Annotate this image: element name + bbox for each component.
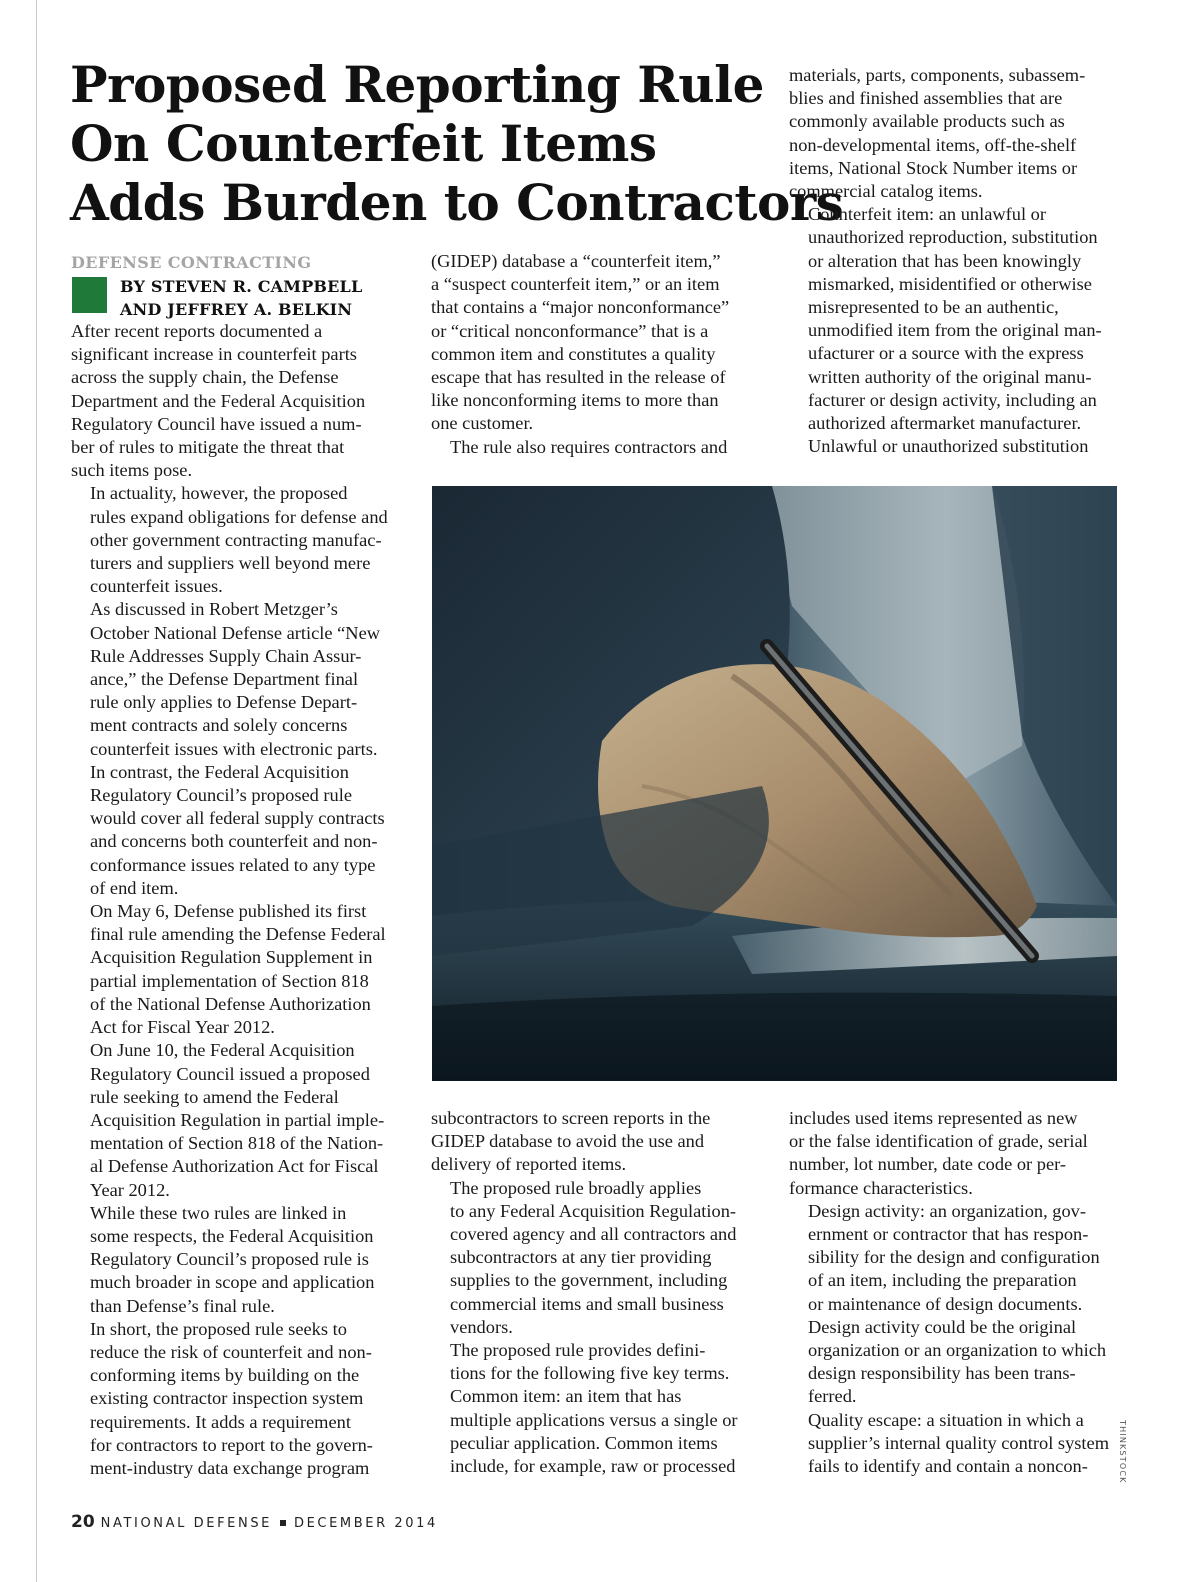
text-line: of an item, including the preparation [808, 1270, 1077, 1291]
article-title [70, 55, 844, 232]
body-column-1 [71, 320, 406, 1480]
page-number: 20 [71, 1512, 95, 1532]
text-line: The proposed rule provides defini- [450, 1340, 706, 1361]
text-line: Common item: an item that has [450, 1386, 682, 1407]
text-line: rule seeking to amend the Federal [90, 1086, 339, 1107]
text-line: Rule Addresses Supply Chain Assur- [90, 645, 362, 666]
text-line: multiple applications versus a single or [450, 1409, 738, 1430]
text-line: mentation of Section 818 of the Nation- [90, 1133, 384, 1154]
body-paragraph [431, 1339, 766, 1385]
text-line: unmodified item from the original man- [808, 320, 1102, 341]
text-line: rules expand obligations for defense and [90, 506, 388, 527]
text-line: Quality escape: a situation in which a [808, 1409, 1084, 1430]
text-line: some respects, the Federal Acquisition [90, 1225, 374, 1246]
text-line: ance,” the Defense Department final [90, 669, 359, 690]
article-photo [432, 486, 1117, 1081]
text-line: that contains a “major nonconformance” [431, 297, 730, 318]
text-line: formance characteristics. [789, 1177, 973, 1198]
body-paragraph [431, 1177, 766, 1339]
text-line: supplier’s internal quality control system [808, 1432, 1110, 1453]
text-line: blies and finished assemblies that are [789, 88, 1063, 109]
text-line: vendors. [450, 1316, 513, 1337]
title-line: Proposed Reporting Rule [70, 55, 764, 114]
body-paragraph [431, 436, 766, 459]
text-line: like nonconforming items to more than [431, 390, 719, 411]
text-line: al Defense Authorization Act for Fiscal [90, 1156, 379, 1177]
text-line: subcontractors at any tier providing [450, 1247, 712, 1268]
text-line: much broader in scope and application [90, 1272, 375, 1293]
text-line: sibility for the design and configuration [808, 1247, 1100, 1268]
text-line: design responsibility has been trans- [808, 1363, 1076, 1384]
text-line: authorized aftermarket manufacturer. [808, 413, 1082, 434]
text-line: ment contracts and solely concerns [90, 715, 348, 736]
text-line: organization or an organization to which [808, 1340, 1107, 1361]
text-line: Department and the Federal Acquisition [71, 390, 366, 411]
title-line: Adds Burden to Contractors [70, 173, 844, 232]
text-line: Regulatory Council issued a proposed [90, 1063, 370, 1084]
text-line: On June 10, the Federal Acquisition [90, 1040, 355, 1061]
text-line: rule only applies to Defense Depart- [90, 692, 358, 713]
text-line: reduce the risk of counterfeit and non- [90, 1341, 372, 1362]
text-line: Unlawful or unauthorized substitution [808, 436, 1089, 457]
text-line: common item and constitutes a quality [431, 343, 716, 364]
body-paragraph [71, 482, 406, 598]
text-line: include, for example, raw or processed [450, 1456, 736, 1477]
body-paragraph [71, 598, 406, 760]
text-line: peculiar application. Common items [450, 1432, 718, 1453]
text-line: one customer. [431, 413, 534, 434]
body-paragraph [71, 761, 406, 900]
text-line: such items pose. [71, 460, 193, 481]
page-edge-rule [36, 0, 37, 1582]
text-line: items, National Stock Number items or [789, 157, 1078, 178]
text-line: commercial catalog items. [789, 181, 983, 202]
text-line: to any Federal Acquisition Regulation- [450, 1200, 737, 1221]
text-line: October National Defense article “New [90, 622, 381, 643]
byline [120, 275, 362, 321]
text-line: Design activity: an organization, gov- [808, 1200, 1087, 1221]
text-line: GIDEP database to avoid the use and [431, 1131, 705, 1152]
text-line: or maintenance of design documents. [808, 1293, 1083, 1314]
text-line: delivery of reported items. [431, 1154, 627, 1175]
text-line: number, lot number, date code or per- [789, 1154, 1066, 1175]
text-line: or alteration that has been knowingly [808, 250, 1082, 271]
text-line: for contractors to report to the govern- [90, 1434, 373, 1455]
text-line: or “critical nonconformance” that is a [431, 320, 709, 341]
text-line: fails to identify and contain a noncon- [808, 1456, 1088, 1477]
text-line: written authority of the original manu- [808, 366, 1092, 387]
text-line: As discussed in Robert Metzger’s [90, 599, 338, 620]
text-line: In actuality, however, the proposed [90, 483, 348, 504]
text-line: covered agency and all contractors and [450, 1224, 737, 1245]
text-line: The rule also requires contractors and [450, 436, 728, 457]
text-line: unauthorized reproduction, substitution [808, 227, 1098, 248]
text-line: While these two rules are linked in [90, 1202, 347, 1223]
body-column-3-top [789, 64, 1124, 458]
issue-date: DECEMBER 2014 [294, 1516, 438, 1531]
body-paragraph [431, 1107, 766, 1177]
body-paragraph [789, 1107, 1124, 1200]
text-line: partial implementation of Section 818 [90, 970, 369, 991]
text-line: tions for the following five key terms. [450, 1363, 730, 1384]
body-column-2-top [431, 250, 766, 459]
text-line: a “suspect counterfeit item,” or an item [431, 274, 720, 295]
text-line: counterfeit issues. [90, 576, 223, 597]
body-paragraph [71, 900, 406, 1039]
text-line: Regulatory Council’s proposed rule is [90, 1249, 369, 1270]
text-line: In short, the proposed rule seeks to [90, 1318, 347, 1339]
text-line: Acquisition Regulation Supplement in [90, 947, 373, 968]
text-line: Regulatory Council’s proposed rule [90, 785, 353, 806]
text-line: non-developmental items, off-the-shelf [789, 134, 1077, 155]
text-line: conformance issues related to any type [90, 854, 376, 875]
text-line: misrepresented to be an authentic, [808, 297, 1059, 318]
text-line: conforming items by building on the [90, 1365, 360, 1386]
text-line: significant increase in counterfeit parts [71, 344, 357, 365]
text-line: subcontractors to screen reports in the [431, 1108, 711, 1128]
body-paragraph [71, 1039, 406, 1201]
text-line: Design activity could be the original [808, 1316, 1077, 1337]
body-column-3-bottom [789, 1107, 1124, 1478]
body-paragraph [71, 1202, 406, 1318]
text-line: Regulatory Council have issued a num- [71, 413, 362, 434]
text-line: The proposed rule broadly applies [450, 1177, 702, 1198]
text-line: ferred. [808, 1386, 857, 1407]
text-line: ufacturer or a source with the express [808, 343, 1084, 364]
body-paragraph [71, 1318, 406, 1480]
text-line: across the supply chain, the Defense [71, 367, 339, 388]
byline-line: AND JEFFREY A. BELKIN [120, 300, 353, 319]
text-line: and concerns both counterfeit and non- [90, 831, 378, 852]
text-line: ernment or contractor that has respon- [808, 1224, 1089, 1245]
text-line: of the National Defense Authorization [90, 993, 371, 1014]
text-line: would cover all federal supply contracts [90, 808, 385, 829]
section-marker [72, 277, 107, 313]
text-line: or the false identification of grade, serial [789, 1131, 1088, 1152]
text-line: counterfeit issues with electronic parts. [90, 738, 378, 759]
text-line: (GIDEP) database a “counterfeit item,” [431, 251, 721, 271]
section-kicker: DEFENSE CONTRACTING [71, 253, 312, 272]
text-line: mismarked, misidentified or otherwise [808, 273, 1092, 294]
body-column-2-bottom [431, 1107, 766, 1478]
text-line: turers and suppliers well beyond mere [90, 553, 371, 574]
text-line: than Defense’s final rule. [90, 1295, 275, 1316]
body-paragraph [431, 1385, 766, 1478]
text-line: facturer or design activity, including an [808, 389, 1097, 410]
text-line: commonly available products such as [789, 111, 1065, 132]
text-line: requirements. It adds a requirement [90, 1411, 351, 1432]
publication-name: NATIONAL DEFENSE [100, 1516, 272, 1531]
page-footer [71, 1512, 438, 1532]
text-line: of end item. [90, 877, 179, 898]
text-line: Acquisition Regulation in partial imple- [90, 1109, 385, 1130]
body-paragraph [789, 203, 1124, 458]
text-line: other government contracting manufac- [90, 529, 382, 550]
body-paragraph [431, 250, 766, 436]
text-line: supplies to the government, including [450, 1270, 728, 1291]
text-line: escape that has resulted in the release of [431, 367, 726, 388]
text-line: Act for Fiscal Year 2012. [90, 1017, 275, 1038]
title-line: On Counterfeit Items [70, 114, 657, 173]
footer-separator [280, 1520, 286, 1526]
text-line: Counterfeit item: an unlawful or [808, 204, 1046, 225]
photo-credit: THINKSTOCK [1118, 1420, 1127, 1484]
byline-line: BY STEVEN R. CAMPBELL [120, 277, 363, 296]
text-line: On May 6, Defense published its first [90, 901, 367, 922]
text-line: ment-industry data exchange program [90, 1457, 370, 1478]
body-paragraph [71, 320, 406, 482]
text-line: After recent reports documented a [71, 321, 323, 341]
text-line: Year 2012. [90, 1179, 170, 1200]
text-line: final rule amending the Defense Federal [90, 924, 386, 945]
text-line: existing contractor inspection system [90, 1388, 364, 1409]
body-paragraph [789, 1409, 1124, 1479]
body-paragraph [789, 1200, 1124, 1409]
text-line: ber of rules to mitigate the threat that [71, 437, 345, 458]
text-line: In contrast, the Federal Acquisition [90, 761, 349, 782]
text-line: commercial items and small business [450, 1293, 724, 1314]
text-line: includes used items represented as new [789, 1108, 1078, 1128]
text-line: materials, parts, components, subassem- [789, 65, 1086, 85]
body-paragraph [789, 64, 1124, 203]
